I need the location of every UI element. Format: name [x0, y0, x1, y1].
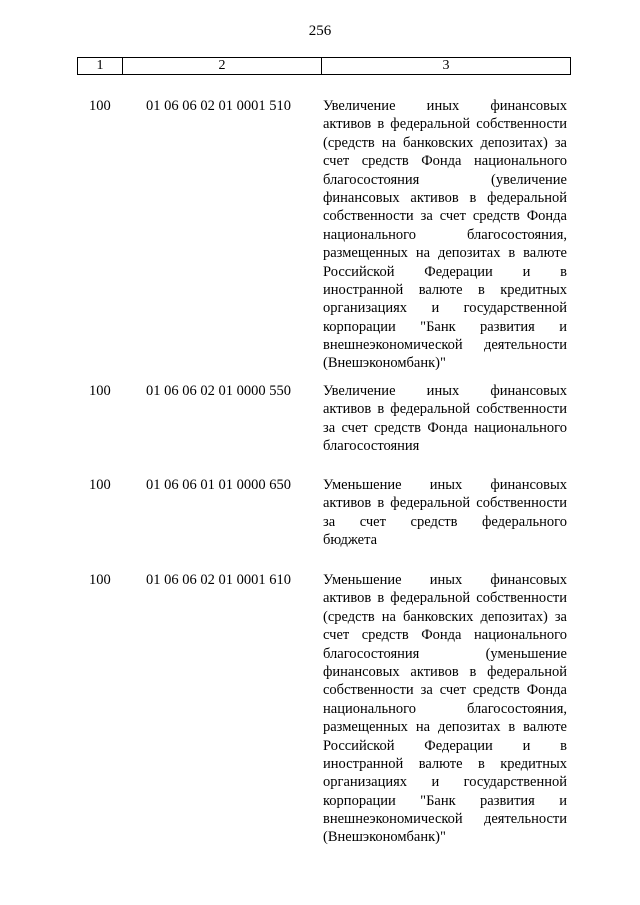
- admin-code: 100: [89, 477, 111, 493]
- description-line: внешнеэкономической деятельности: [323, 337, 567, 354]
- description-line: активов в федеральной собственности: [323, 495, 567, 512]
- description-line: собственности за счет средств Фонда: [323, 208, 567, 225]
- column-header-1: 1: [78, 58, 123, 74]
- description-line: корпорации "Банк развития и: [323, 318, 567, 335]
- description-line: Российской Федерации и в: [323, 263, 567, 280]
- description-line: размещенных на депозитах в валюте: [323, 719, 567, 736]
- description-line: финансовых активов в федеральной: [323, 189, 567, 206]
- classification-code: 01 06 06 01 01 0000 650: [146, 477, 291, 493]
- row-description: [323, 476, 567, 550]
- description-line: Российской Федерации и в: [323, 737, 567, 754]
- column-header-3: 3: [442, 58, 450, 73]
- column-header-2: 2: [123, 58, 322, 74]
- description-line: Увеличение иных финансовых: [323, 98, 567, 114]
- admin-code: 100: [89, 383, 111, 399]
- description-line: активов в федеральной собственности: [323, 590, 567, 607]
- classification-code: 01 06 06 02 01 0001 510: [146, 98, 291, 114]
- description-line: благосостояния (уменьшение: [323, 645, 567, 662]
- description-line: за счет средств Фонда национального: [323, 419, 567, 436]
- description-line: (средств на банковских депозитах) за: [323, 608, 567, 625]
- description-line: активов в федеральной собственности: [323, 401, 567, 418]
- description-line: Уменьшение иных финансовых: [323, 572, 567, 588]
- description-line: корпорации "Банк развития и: [323, 792, 567, 809]
- admin-code: 100: [89, 98, 111, 114]
- classification-code: 01 06 06 02 01 0001 610: [146, 572, 291, 588]
- row-description: [323, 97, 567, 373]
- description-line: благосостояния: [323, 438, 420, 455]
- description-line: Увеличение иных финансовых: [323, 383, 567, 399]
- description-line: размещенных на депозитах в валюте: [323, 245, 567, 262]
- description-line: активов в федеральной собственности: [323, 116, 567, 133]
- description-line: счет средств Фонда национального: [323, 153, 567, 170]
- description-line: финансовых активов в федеральной: [323, 663, 567, 680]
- description-line: (Внешэкономбанк)": [323, 355, 446, 372]
- classification-code: 01 06 06 02 01 0000 550: [146, 383, 291, 399]
- admin-code: 100: [89, 572, 111, 588]
- description-line: Уменьшение иных финансовых: [323, 477, 567, 493]
- description-line: организациях и государственной: [323, 774, 567, 791]
- description-line: счет средств Фонда национального: [323, 627, 567, 644]
- description-line: за счет средств федерального: [323, 513, 567, 530]
- description-line: (средств на банковских депозитах) за: [323, 134, 567, 151]
- description-line: национального благосостояния,: [323, 226, 567, 243]
- row-description: [323, 382, 567, 456]
- description-line: собственности за счет средств Фонда: [323, 682, 567, 699]
- description-line: иностранной валюте в кредитных: [323, 281, 567, 298]
- description-line: благосостояния (увеличение: [323, 171, 567, 188]
- column-header-table: [77, 57, 571, 75]
- description-line: (Внешэкономбанк)": [323, 829, 446, 846]
- description-line: национального благосостояния,: [323, 700, 567, 717]
- description-line: бюджета: [323, 532, 378, 549]
- page-number: 256: [308, 23, 332, 39]
- description-line: организациях и государственной: [323, 300, 567, 317]
- description-line: иностранной валюте в кредитных: [323, 755, 567, 772]
- row-description: [323, 571, 567, 847]
- description-line: внешнеэкономической деятельности: [323, 811, 567, 828]
